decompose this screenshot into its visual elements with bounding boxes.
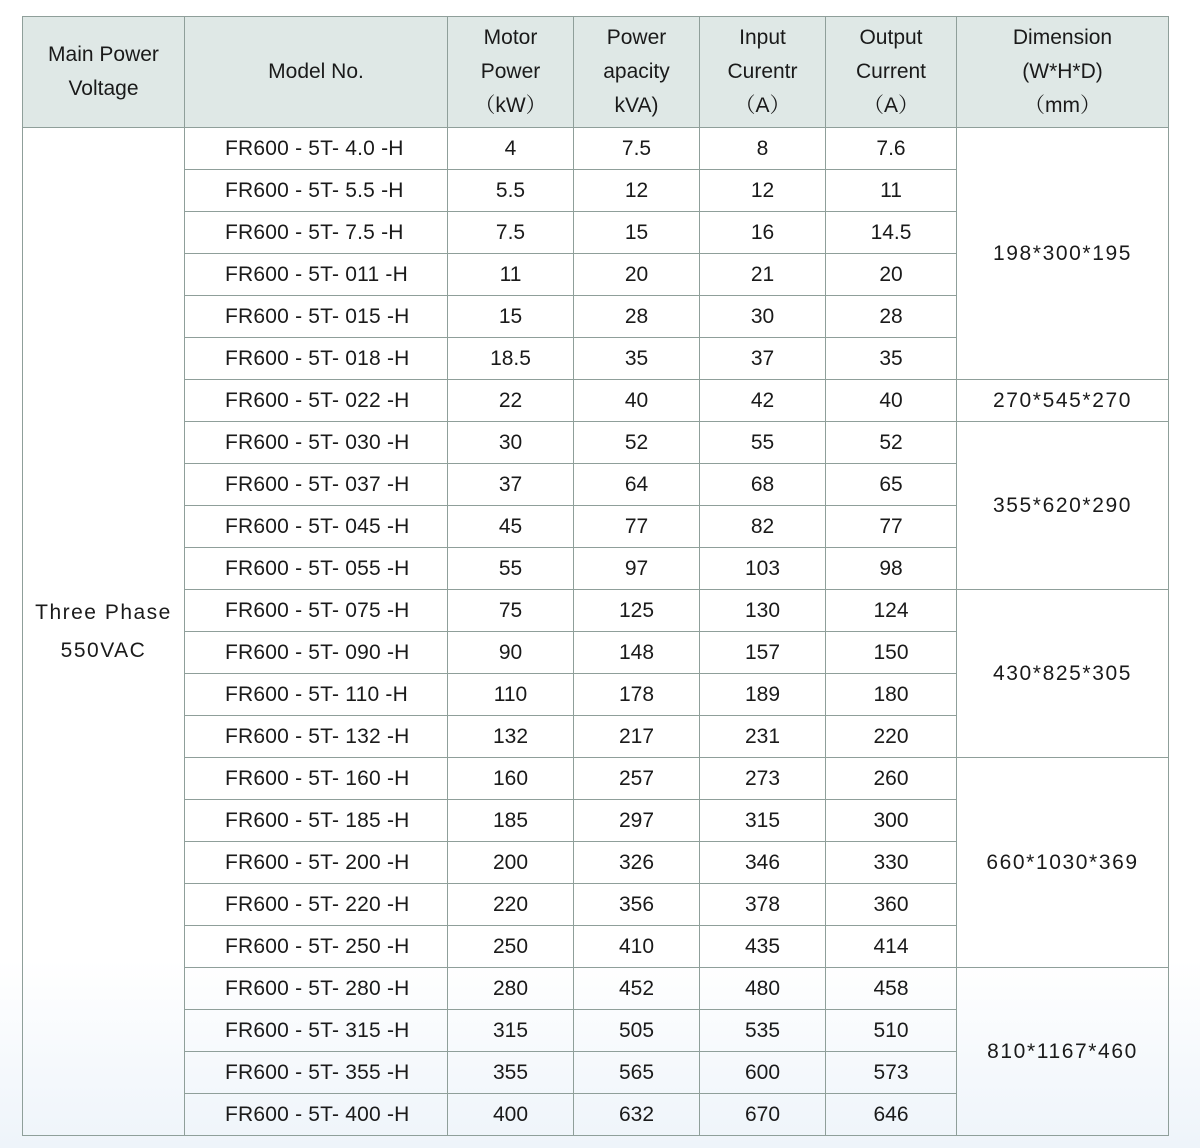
dimension-cell: 270*545*270 (957, 380, 1169, 422)
input-current-cell: 231 (700, 716, 826, 758)
table-row (23, 968, 1169, 1010)
motor-power-cell: 250 (448, 926, 574, 968)
input-current-cell: 157 (700, 632, 826, 674)
input-current-cell: 42 (700, 380, 826, 422)
output-current-cell: 20 (826, 254, 957, 296)
motor-power-cell: 132 (448, 716, 574, 758)
model-cell: FR600 - 5T- 185 -H (185, 800, 448, 842)
output-current-cell: 414 (826, 926, 957, 968)
motor-power-cell: 280 (448, 968, 574, 1010)
input-current-cell: 30 (700, 296, 826, 338)
input-current-cell: 8 (700, 128, 826, 170)
header-line: Curentr (727, 60, 798, 83)
header-line: （A） (862, 94, 919, 117)
dimension-cell: 198*300*195 (957, 128, 1169, 380)
motor-power-cell: 22 (448, 380, 574, 422)
table-row (23, 590, 1169, 632)
model-cell: FR600 - 5T- 220 -H (185, 884, 448, 926)
power-capacity-cell: 40 (574, 380, 700, 422)
output-current-cell: 360 (826, 884, 957, 926)
header-line: Current (855, 60, 927, 83)
input-current-cell: 21 (700, 254, 826, 296)
table-row (23, 422, 1169, 464)
output-current-cell: 180 (826, 674, 957, 716)
power-capacity-cell: 52 (574, 422, 700, 464)
power-capacity-cell: 297 (574, 800, 700, 842)
input-current-cell: 103 (700, 548, 826, 590)
input-current-cell: 82 (700, 506, 826, 548)
motor-power-cell: 55 (448, 548, 574, 590)
header-line: Input (739, 26, 786, 49)
motor-power-cell: 30 (448, 422, 574, 464)
input-current-cell: 37 (700, 338, 826, 380)
model-cell: FR600 - 5T- 7.5 -H (185, 212, 448, 254)
model-cell: FR600 - 5T- 022 -H (185, 380, 448, 422)
input-current-cell: 670 (700, 1094, 826, 1136)
motor-power-cell: 7.5 (448, 212, 574, 254)
header-dimension (957, 17, 1169, 128)
dimension-cell: 660*1030*369 (957, 758, 1169, 968)
header-line: Main Power (48, 43, 159, 66)
output-current-cell: 77 (826, 506, 957, 548)
model-cell: FR600 - 5T- 315 -H (185, 1010, 448, 1052)
motor-power-cell: 90 (448, 632, 574, 674)
output-current-cell: 458 (826, 968, 957, 1010)
header-line: Power (480, 60, 541, 83)
power-capacity-cell: 217 (574, 716, 700, 758)
power-capacity-cell: 97 (574, 548, 700, 590)
power-capacity-cell: 565 (574, 1052, 700, 1094)
motor-power-cell: 400 (448, 1094, 574, 1136)
model-cell: FR600 - 5T- 045 -H (185, 506, 448, 548)
header-input-current (700, 17, 826, 128)
motor-power-cell: 37 (448, 464, 574, 506)
power-capacity-cell: 356 (574, 884, 700, 926)
motor-power-cell: 110 (448, 674, 574, 716)
output-current-cell: 510 (826, 1010, 957, 1052)
output-current-cell: 35 (826, 338, 957, 380)
input-current-cell: 189 (700, 674, 826, 716)
power-capacity-cell: 64 (574, 464, 700, 506)
output-current-cell: 11 (826, 170, 957, 212)
power-capacity-cell: 452 (574, 968, 700, 1010)
output-current-cell: 7.6 (826, 128, 957, 170)
model-cell: FR600 - 5T- 090 -H (185, 632, 448, 674)
motor-power-cell: 18.5 (448, 338, 574, 380)
header-line: Motor (483, 26, 538, 49)
power-capacity-cell: 505 (574, 1010, 700, 1052)
header-line: Power (606, 26, 667, 49)
input-current-cell: 315 (700, 800, 826, 842)
dimension-cell: 430*825*305 (957, 590, 1169, 758)
motor-power-cell: 355 (448, 1052, 574, 1094)
power-capacity-cell: 632 (574, 1094, 700, 1136)
power-capacity-cell: 15 (574, 212, 700, 254)
output-current-cell: 150 (826, 632, 957, 674)
header-line: Output (859, 26, 923, 49)
model-cell: FR600 - 5T- 110 -H (185, 674, 448, 716)
power-capacity-cell: 257 (574, 758, 700, 800)
header-line: Voltage (68, 77, 139, 100)
output-current-cell: 14.5 (826, 212, 957, 254)
header-main-power-voltage (23, 17, 185, 128)
power-capacity-cell: 28 (574, 296, 700, 338)
motor-power-cell: 4 (448, 128, 574, 170)
model-cell: FR600 - 5T- 011 -H (185, 254, 448, 296)
power-capacity-cell: 20 (574, 254, 700, 296)
header-line: （kW） (474, 94, 547, 117)
motor-power-cell: 5.5 (448, 170, 574, 212)
input-current-cell: 55 (700, 422, 826, 464)
model-cell: FR600 - 5T- 132 -H (185, 716, 448, 758)
voltage-cell (23, 128, 185, 1136)
motor-power-cell: 75 (448, 590, 574, 632)
header-line: Model No. (268, 60, 364, 83)
output-current-cell: 65 (826, 464, 957, 506)
model-cell: FR600 - 5T- 4.0 -H (185, 128, 448, 170)
header-line: kVA) (614, 94, 659, 117)
output-current-cell: 260 (826, 758, 957, 800)
output-current-cell: 28 (826, 296, 957, 338)
input-current-cell: 346 (700, 842, 826, 884)
power-capacity-cell: 125 (574, 590, 700, 632)
input-current-cell: 435 (700, 926, 826, 968)
output-current-cell: 124 (826, 590, 957, 632)
motor-power-cell: 11 (448, 254, 574, 296)
power-capacity-cell: 77 (574, 506, 700, 548)
input-current-cell: 68 (700, 464, 826, 506)
input-current-cell: 600 (700, 1052, 826, 1094)
input-current-cell: 480 (700, 968, 826, 1010)
model-cell: FR600 - 5T- 5.5 -H (185, 170, 448, 212)
output-current-cell: 300 (826, 800, 957, 842)
model-cell: FR600 - 5T- 400 -H (185, 1094, 448, 1136)
voltage-line: Three Phase (35, 600, 172, 624)
header-power-capacity (574, 17, 700, 128)
dimension-cell: 355*620*290 (957, 422, 1169, 590)
voltage-line: 550VAC (60, 638, 147, 662)
model-cell: FR600 - 5T- 200 -H (185, 842, 448, 884)
model-cell: FR600 - 5T- 018 -H (185, 338, 448, 380)
output-current-cell: 220 (826, 716, 957, 758)
input-current-cell: 535 (700, 1010, 826, 1052)
power-capacity-cell: 326 (574, 842, 700, 884)
model-cell: FR600 - 5T- 055 -H (185, 548, 448, 590)
header-motor-power (448, 17, 574, 128)
model-cell: FR600 - 5T- 015 -H (185, 296, 448, 338)
motor-power-cell: 15 (448, 296, 574, 338)
motor-power-cell: 160 (448, 758, 574, 800)
motor-power-cell: 200 (448, 842, 574, 884)
input-current-cell: 12 (700, 170, 826, 212)
output-current-cell: 330 (826, 842, 957, 884)
header-line: Dimension (1012, 26, 1113, 49)
table-row (23, 128, 1169, 170)
power-capacity-cell: 35 (574, 338, 700, 380)
input-current-cell: 378 (700, 884, 826, 926)
model-cell: FR600 - 5T- 355 -H (185, 1052, 448, 1094)
input-current-cell: 273 (700, 758, 826, 800)
output-current-cell: 52 (826, 422, 957, 464)
model-cell: FR600 - 5T- 037 -H (185, 464, 448, 506)
inverter-spec-table (22, 16, 1169, 1136)
output-current-cell: 646 (826, 1094, 957, 1136)
model-cell: FR600 - 5T- 075 -H (185, 590, 448, 632)
output-current-cell: 573 (826, 1052, 957, 1094)
header-line: （mm） (1024, 94, 1101, 117)
table-header-row (23, 17, 1169, 128)
input-current-cell: 16 (700, 212, 826, 254)
model-cell: FR600 - 5T- 280 -H (185, 968, 448, 1010)
power-capacity-cell: 410 (574, 926, 700, 968)
table-row (23, 758, 1169, 800)
input-current-cell: 130 (700, 590, 826, 632)
header-line: apacity (603, 60, 670, 83)
dimension-cell: 810*1167*460 (957, 968, 1169, 1136)
motor-power-cell: 185 (448, 800, 574, 842)
power-capacity-cell: 178 (574, 674, 700, 716)
table-row (23, 380, 1169, 422)
power-capacity-cell: 148 (574, 632, 700, 674)
power-capacity-cell: 7.5 (574, 128, 700, 170)
header-line: (W*H*D) (1022, 60, 1103, 83)
model-cell: FR600 - 5T- 030 -H (185, 422, 448, 464)
motor-power-cell: 220 (448, 884, 574, 926)
header-output-current (826, 17, 957, 128)
output-current-cell: 40 (826, 380, 957, 422)
power-capacity-cell: 12 (574, 170, 700, 212)
model-cell: FR600 - 5T- 250 -H (185, 926, 448, 968)
table-body (23, 128, 1169, 1136)
motor-power-cell: 315 (448, 1010, 574, 1052)
motor-power-cell: 45 (448, 506, 574, 548)
output-current-cell: 98 (826, 548, 957, 590)
header-model-no (185, 17, 448, 128)
model-cell: FR600 - 5T- 160 -H (185, 758, 448, 800)
header-line: （A） (734, 94, 791, 117)
